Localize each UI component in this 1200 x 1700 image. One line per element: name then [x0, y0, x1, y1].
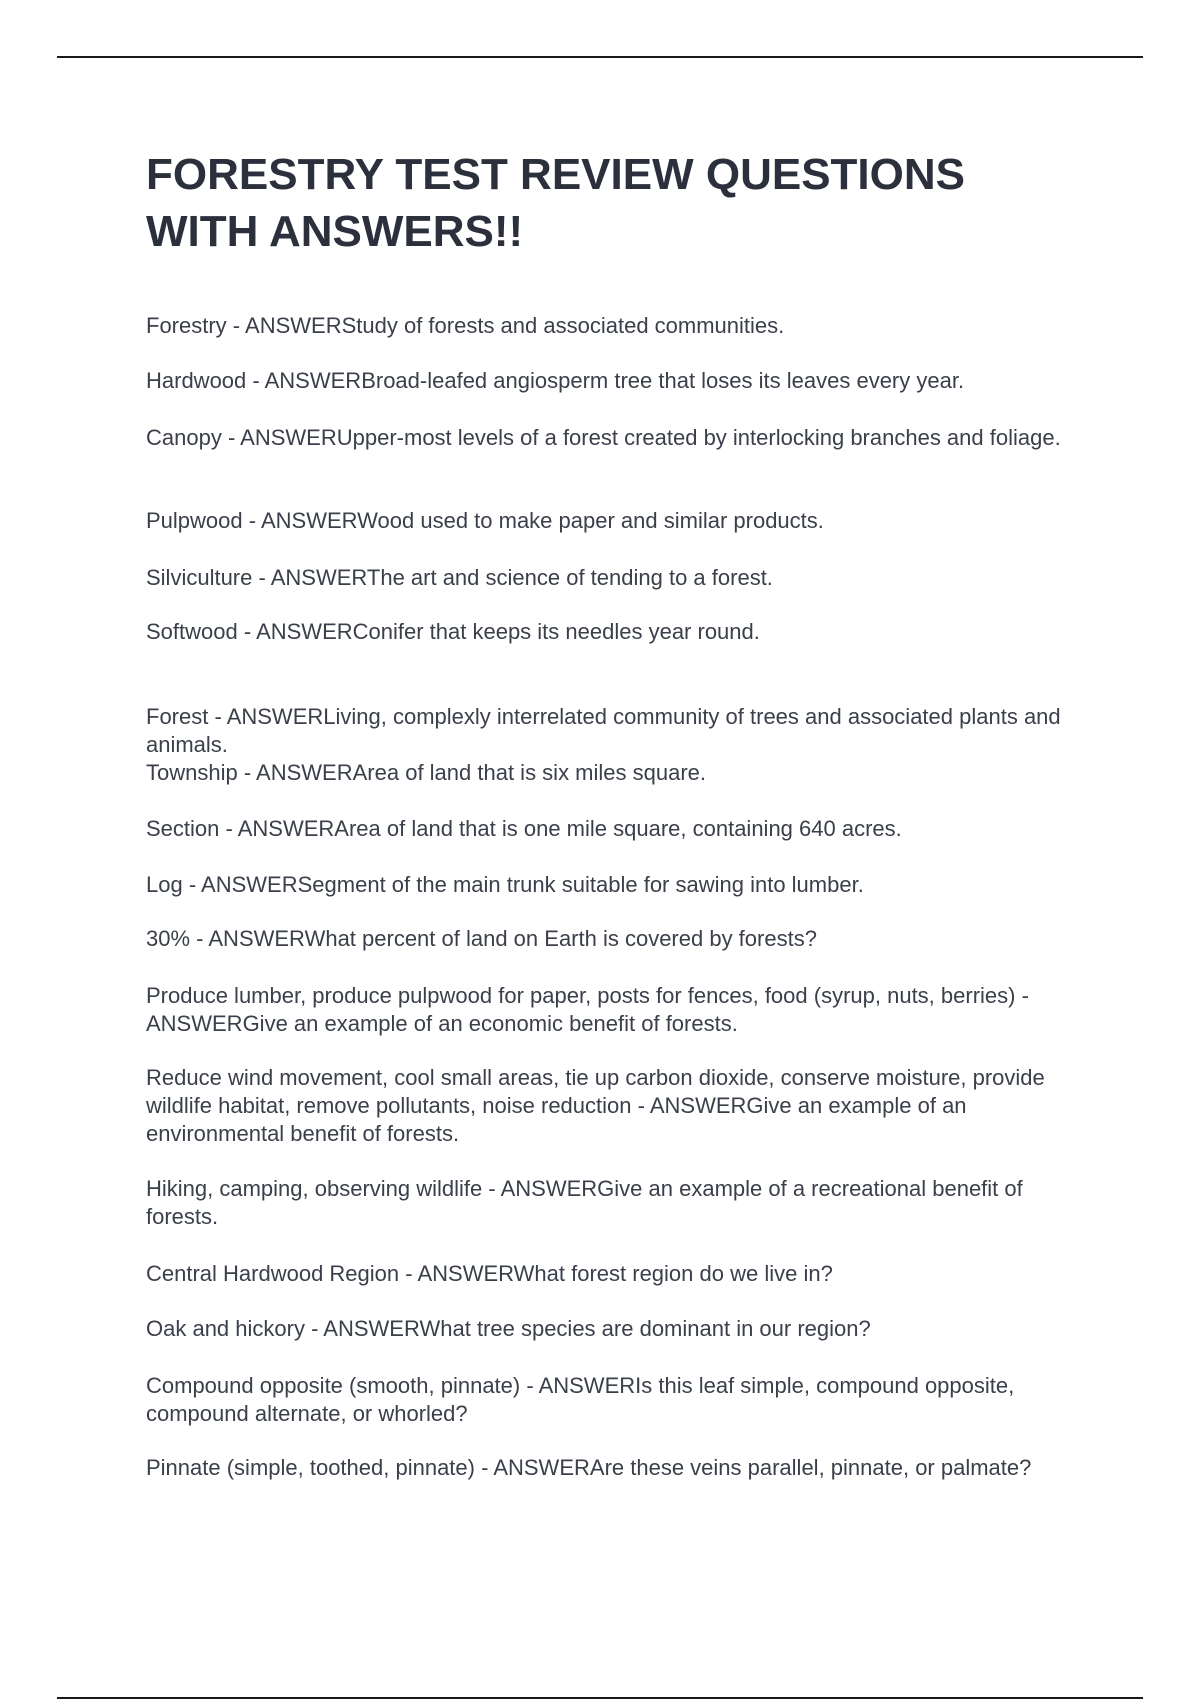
qa-item	[146, 1260, 1066, 1288]
qa-answer: The art and science of tending to a forest.	[366, 565, 773, 590]
qa-answer: Area of land that is six miles square.	[352, 760, 707, 785]
qa-term: Forest	[146, 704, 209, 729]
title-line-1: FORESTRY TEST REVIEW QUESTIONS	[146, 150, 965, 199]
qa-answer: Living, complexly interrelated community of trees and associated plants and animals.	[146, 704, 1061, 757]
qa-term: Central Hardwood Region	[146, 1261, 400, 1286]
qa-separator: - ANSWER	[399, 1261, 514, 1286]
qa-item	[146, 1175, 1066, 1231]
qa-answer: Conifer that keeps its needles year round.	[352, 619, 760, 644]
title-line-2: WITH ANSWERS!!	[146, 207, 524, 256]
qa-term: Pulpwood	[146, 508, 243, 533]
qa-term: Log	[146, 872, 183, 897]
qa-answer: Broad-leafed angiosperm tree that loses its leaves every year.	[361, 368, 965, 393]
top-rule	[57, 56, 1143, 58]
qa-answer: What tree species are dominant in our region?	[419, 1316, 871, 1341]
qa-separator: - ANSWER	[221, 425, 337, 450]
qa-item	[146, 507, 1066, 535]
qa-separator: - ANSWER	[190, 926, 305, 951]
qa-item	[146, 815, 1066, 843]
qa-answer: Give an example of a recreational benefit of forests.	[146, 1176, 1023, 1229]
qa-answer: What forest region do we live in?	[513, 1261, 833, 1286]
qa-answer: Give an example of an environmental benefit of forests.	[146, 1093, 967, 1146]
qa-item	[146, 925, 1066, 953]
qa-answer: Study of forests and associated communities.	[341, 313, 785, 338]
bottom-rule	[57, 1697, 1143, 1699]
qa-answer: Segment of the main trunk suitable for sawing into lumber.	[297, 872, 864, 897]
qa-term: Forestry	[146, 313, 227, 338]
qa-separator: - ANSWER	[631, 1093, 747, 1118]
qa-separator: - ANSWER	[520, 1373, 636, 1398]
qa-separator: - ANSWER	[237, 619, 353, 644]
qa-answer: What percent of land on Earth is covered by forests?	[304, 926, 817, 951]
qa-term: Oak and hickory	[146, 1316, 305, 1341]
qa-separator: - ANSWER	[304, 1316, 420, 1341]
qa-item	[146, 1315, 1066, 1343]
qa-separator: - ANSWER	[146, 983, 1029, 1036]
qa-term: Hardwood	[146, 368, 247, 393]
qa-separator: - ANSWER	[182, 872, 298, 897]
qa-item	[146, 312, 1066, 340]
qa-separator: - ANSWER	[242, 508, 358, 533]
qa-item	[146, 982, 1066, 1038]
qa-separator: - ANSWER	[252, 565, 367, 590]
qa-separator: - ANSWER	[482, 1176, 598, 1201]
qa-separator: - ANSWER	[237, 760, 353, 785]
qa-item	[146, 1064, 1066, 1148]
qa-term: Pinnate (simple, toothed, pinnate)	[146, 1455, 475, 1480]
qa-term: Softwood	[146, 619, 238, 644]
qa-separator: - ANSWER	[474, 1455, 590, 1480]
qa-answer: Upper-most levels of a forest created by interlocking branches and foliage.	[336, 425, 1061, 450]
qa-separator: - ANSWER	[208, 704, 324, 729]
qa-term: Silviculture	[146, 565, 253, 590]
qa-item	[146, 618, 1066, 646]
page-title	[146, 146, 1086, 260]
qa-item	[146, 564, 1066, 592]
qa-answer: Is this leaf simple, compound opposite, compound alternate, or whorled?	[146, 1373, 1015, 1426]
qa-term: Reduce wind movement, cool small areas, tie up carbon dioxide, conserve moisture, provide wildlife habitat, remove pollutants, noise reduction	[146, 1065, 1045, 1118]
qa-answer: Area of land that is one mile square, containing 640 acres.	[334, 816, 902, 841]
qa-answer: Give an example of an economic benefit of forests.	[242, 1011, 738, 1036]
qa-term: Hiking, camping, observing wildlife	[146, 1176, 483, 1201]
qa-item	[146, 759, 1066, 787]
qa-item	[146, 1372, 1066, 1428]
qa-term: Produce lumber, produce pulpwood for paper, posts for fences, food (syrup, nuts, berries)	[146, 983, 1016, 1008]
qa-item	[146, 367, 1066, 395]
qa-separator: - ANSWER	[226, 313, 342, 338]
qa-answer: Are these veins parallel, pinnate, or palmate?	[589, 1455, 1032, 1480]
qa-term: Compound opposite (smooth, pinnate)	[146, 1373, 521, 1398]
qa-term: Section	[146, 816, 220, 841]
qa-item	[146, 424, 1066, 452]
qa-answer: Wood used to make paper and similar products.	[357, 508, 824, 533]
qa-term: Canopy	[146, 425, 222, 450]
qa-term: Township	[146, 760, 238, 785]
qa-term: 30%	[146, 926, 191, 951]
qa-item	[146, 871, 1066, 899]
qa-item	[146, 1454, 1066, 1482]
qa-separator: - ANSWER	[246, 368, 362, 393]
qa-separator: - ANSWER	[219, 816, 335, 841]
qa-item	[146, 703, 1066, 759]
